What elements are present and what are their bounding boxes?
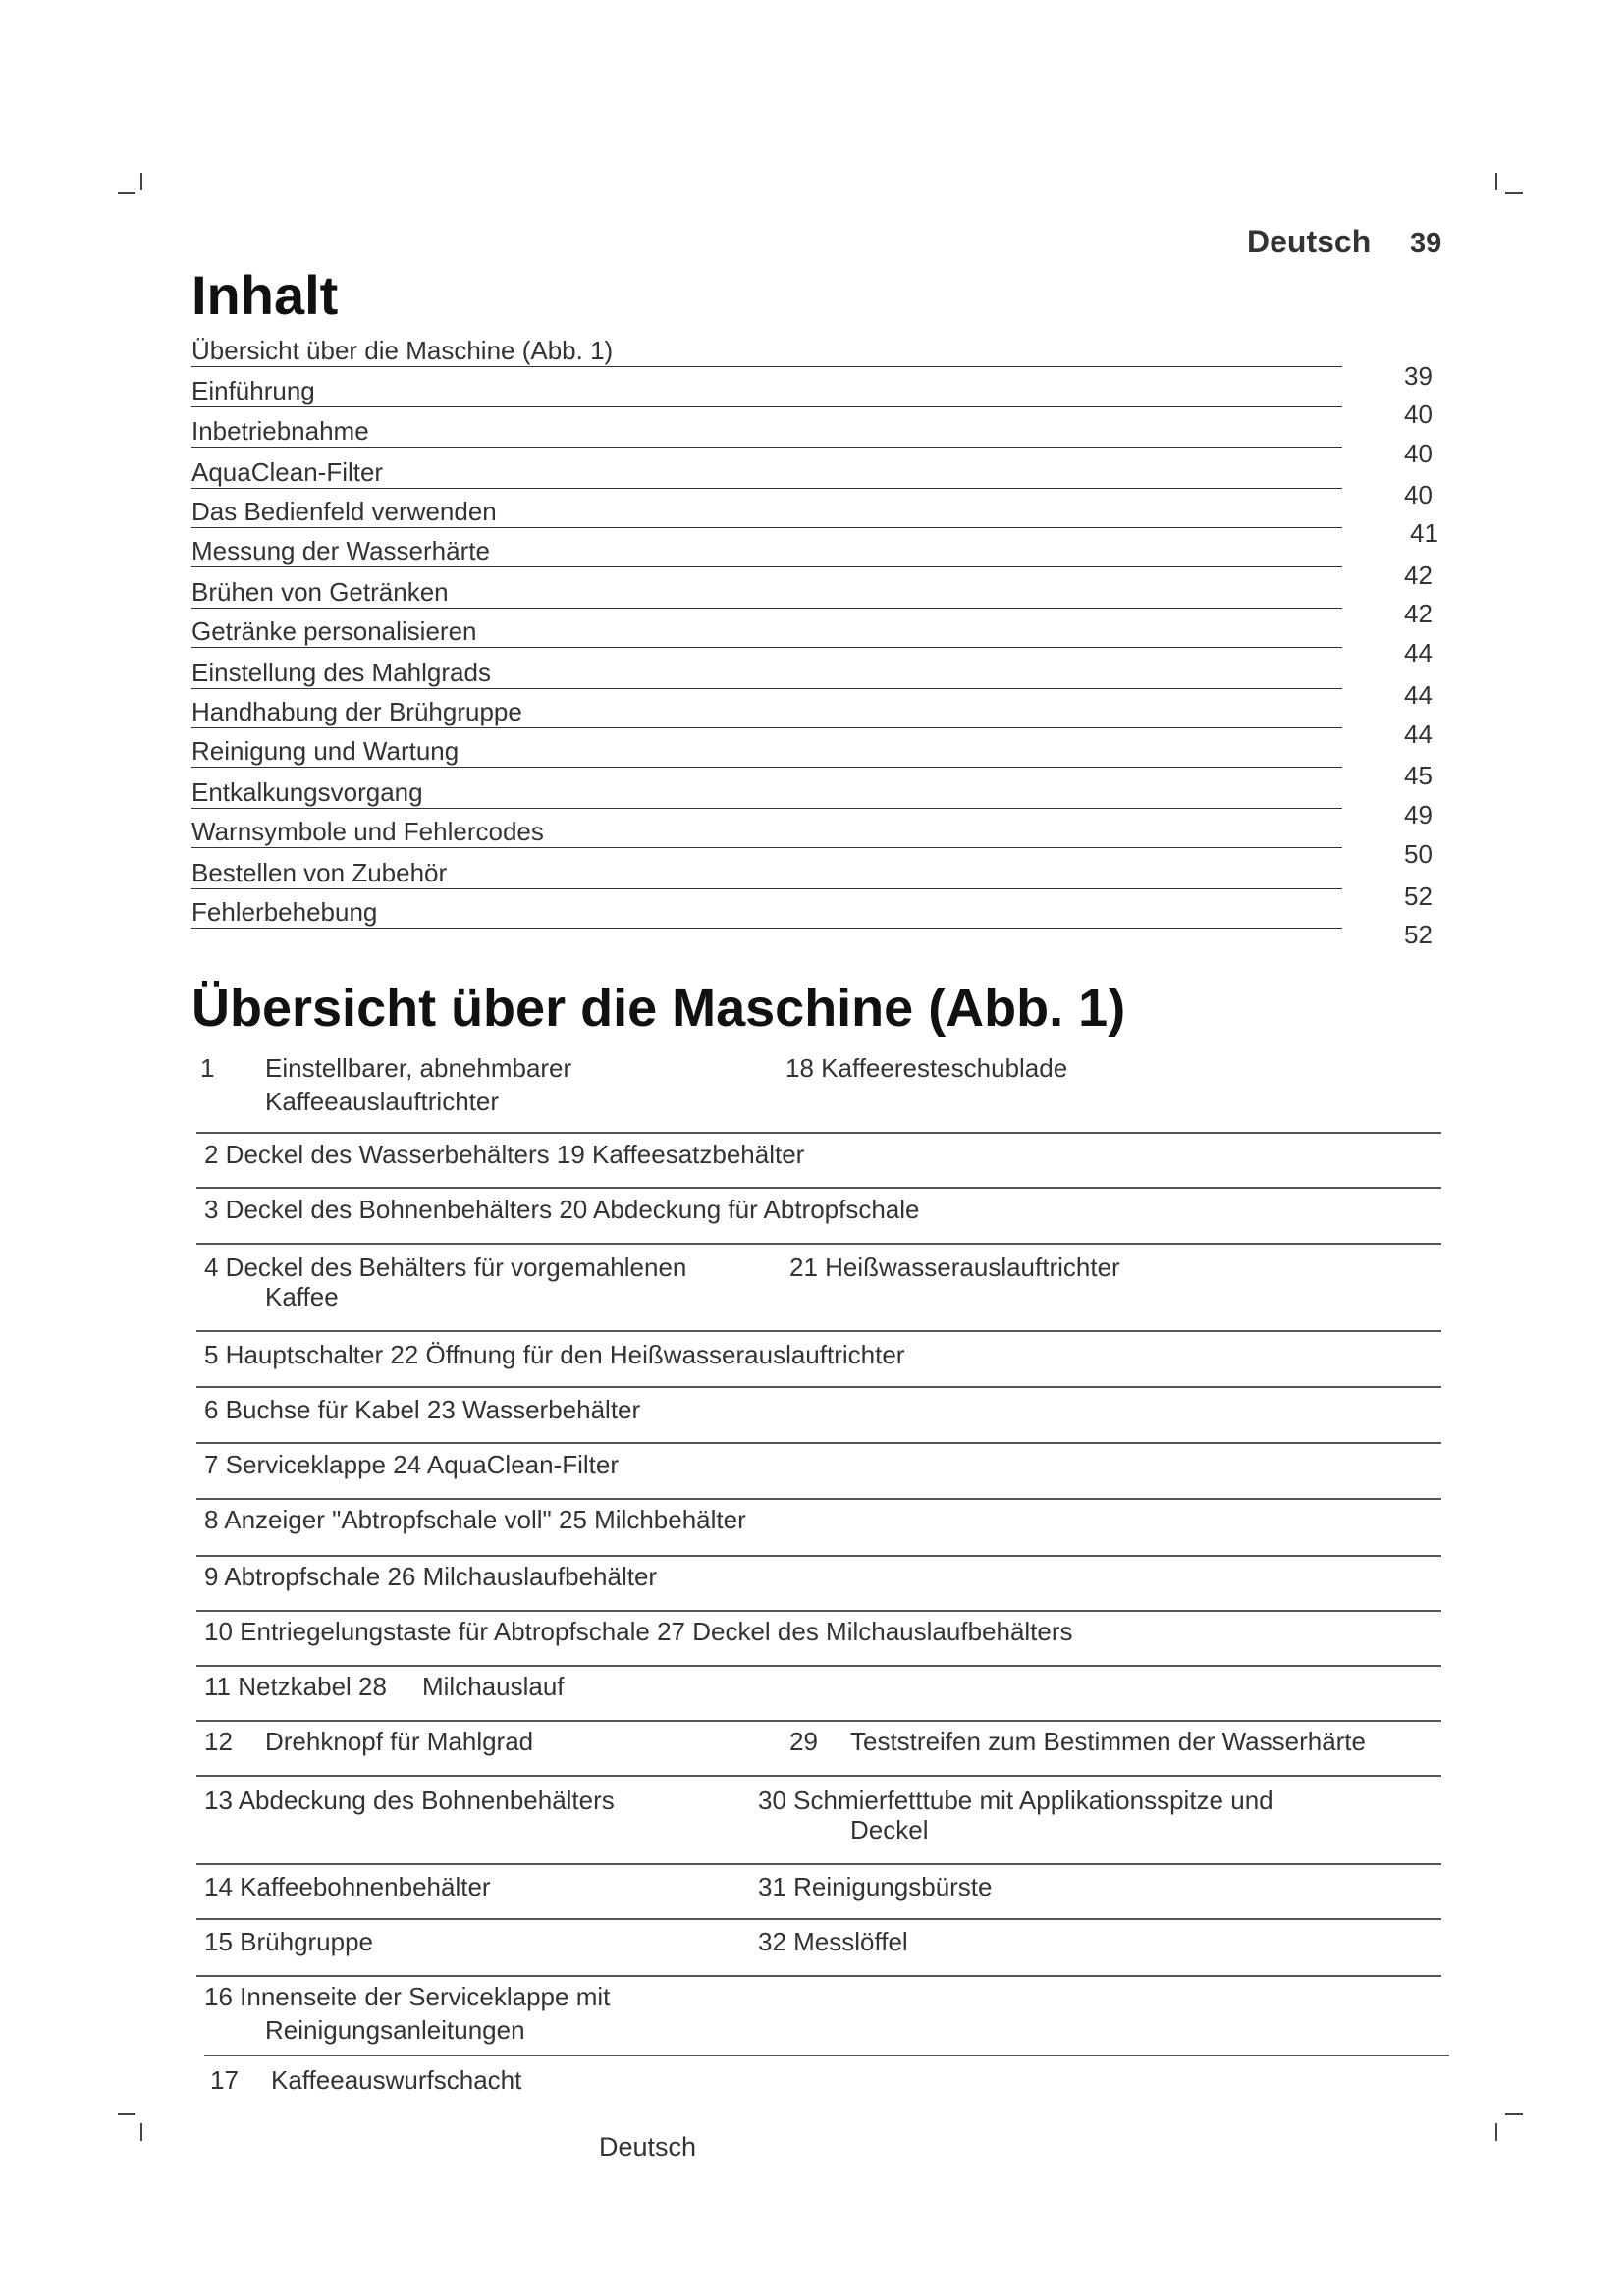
parts-row: 2 Deckel des Wasserbehälters 19 Kaffeesatzbehälter [204, 1140, 805, 1169]
row-divider [204, 2055, 1449, 2056]
toc-page-number: 41 [1410, 518, 1438, 548]
toc-entry[interactable]: AquaClean-Filter [191, 457, 1342, 491]
row-divider [196, 1975, 1441, 1977]
toc-page-number: 40 [1404, 480, 1433, 509]
parts-row: 12 Drehknopf für Mahlgrad 29 Teststreifen zum Bestimmen der Wasserhärte [204, 1727, 1366, 1756]
crop-mark [1505, 2113, 1523, 2115]
parts-row: 15 Brühgruppe 32 Messlöffel [204, 1927, 908, 1956]
crop-mark [140, 173, 142, 190]
parts-row: 3 Deckel des Bohnenbehälters 20 Abdeckung für Abtropfschale [204, 1195, 920, 1224]
footer-language: Deutsch [599, 2132, 697, 2162]
toc-entry[interactable]: Reinigung und Wartung [191, 736, 1342, 770]
parts-row: 13 Abdeckung des Bohnenbehälters 30 Schmierfetttube mit Applikationsspitze und Deckel [204, 1786, 1273, 1844]
toc-entry[interactable]: Das Bedienfeld verwenden [191, 497, 1342, 530]
toc-entry[interactable]: Entkalkungsvorgang [191, 777, 1342, 811]
parts-row: 14 Kaffeebohnenbehälter 31 Reinigungsbürste [204, 1872, 993, 1901]
toc-entry[interactable]: Einstellung des Mahlgrads [191, 658, 1342, 691]
parts-row: 5 Hauptschalter 22 Öffnung für den Heißwasserauslauftrichter [204, 1340, 905, 1369]
toc-page-number: 52 [1404, 920, 1433, 949]
toc-title: Inhalt [191, 264, 339, 326]
parts-row: 10 Entriegelungstaste für Abtropfschale 27 Deckel des Milchauslaufbehälters [204, 1617, 1073, 1646]
toc-page-number: 49 [1404, 800, 1433, 829]
toc-page-number: 42 [1404, 599, 1433, 628]
row-divider [196, 1187, 1441, 1189]
toc-page-number: 40 [1404, 400, 1433, 429]
crop-mark [1495, 173, 1497, 190]
toc-entry[interactable]: Einführung [191, 376, 1342, 409]
parts-row: 9 Abtropfschale 26 Milchauslaufbehälter [204, 1562, 658, 1591]
toc-entry[interactable]: Messung der Wasserhärte [191, 536, 1342, 569]
crop-mark [1495, 2123, 1497, 2141]
toc-page-number: 45 [1404, 761, 1433, 790]
toc-entry[interactable]: Bestellen von Zubehör [191, 858, 1342, 891]
toc-page-number: 44 [1404, 720, 1433, 749]
row-divider [196, 1665, 1441, 1667]
parts-row: 16 Innenseite der Serviceklappe mit Reinigungsanleitungen [204, 1982, 611, 2045]
toc-entry[interactable]: Handhabung der Brühgruppe [191, 697, 1342, 730]
toc-entry[interactable]: Inbetriebnahme [191, 416, 1342, 450]
section-title: Übersicht über die Maschine (Abb. 1) [191, 979, 1126, 1038]
parts-row: 8 Anzeiger "Abtropfschale voll" 25 Milchbehälter [204, 1505, 746, 1534]
parts-row: 6 Buchse für Kabel 23 Wasserbehälter [204, 1395, 641, 1424]
row-divider [196, 1498, 1441, 1500]
parts-row: 17 Kaffeeauswurfschacht [210, 2065, 522, 2095]
header-page-number: 39 [1410, 228, 1442, 259]
row-divider [196, 1386, 1441, 1388]
toc-page-number: 39 [1404, 361, 1433, 391]
toc-page-number: 50 [1404, 839, 1433, 869]
row-divider [196, 1720, 1441, 1722]
toc-entry[interactable]: Getränke personalisieren [191, 616, 1342, 650]
row-divider [196, 1610, 1441, 1612]
crop-mark [118, 2113, 135, 2115]
crop-mark [140, 2123, 142, 2141]
toc-page-number: 44 [1404, 680, 1433, 710]
row-divider [196, 1243, 1441, 1245]
header-language: Deutsch [1247, 224, 1372, 259]
parts-row: 1 Einstellbarer, abnehmbarer Kaffeeauslauftrichter 18 Kaffeeresteschublade [200, 1053, 1068, 1116]
row-divider [196, 1132, 1441, 1134]
parts-row: 7 Serviceklappe 24 AquaClean-Filter [204, 1450, 620, 1479]
toc-page-number: 52 [1404, 881, 1433, 911]
row-divider [196, 1863, 1441, 1865]
crop-mark [118, 192, 135, 194]
toc-page-number: 40 [1404, 439, 1433, 468]
toc-page-number: 44 [1404, 638, 1433, 667]
row-divider [196, 1775, 1441, 1777]
row-divider [196, 1330, 1441, 1332]
toc-entry[interactable]: Übersicht über die Maschine (Abb. 1) [191, 336, 1342, 369]
parts-row: 11 Netzkabel 28 Milchauslauf [204, 1672, 565, 1701]
toc-page-number: 42 [1404, 561, 1433, 590]
crop-mark [1505, 192, 1523, 194]
toc-entry[interactable]: Brühen von Getränken [191, 577, 1342, 611]
toc-entry[interactable]: Fehlerbehebung [191, 897, 1342, 931]
parts-row: 4 Deckel des Behälters für vorgemahlenen Kaffee 21 Heißwasserauslauftrichter [204, 1253, 1120, 1311]
row-divider [196, 1918, 1441, 1920]
row-divider [196, 1555, 1441, 1557]
toc-entry[interactable]: Warnsymbole und Fehlercodes [191, 817, 1342, 850]
row-divider [196, 1442, 1441, 1444]
